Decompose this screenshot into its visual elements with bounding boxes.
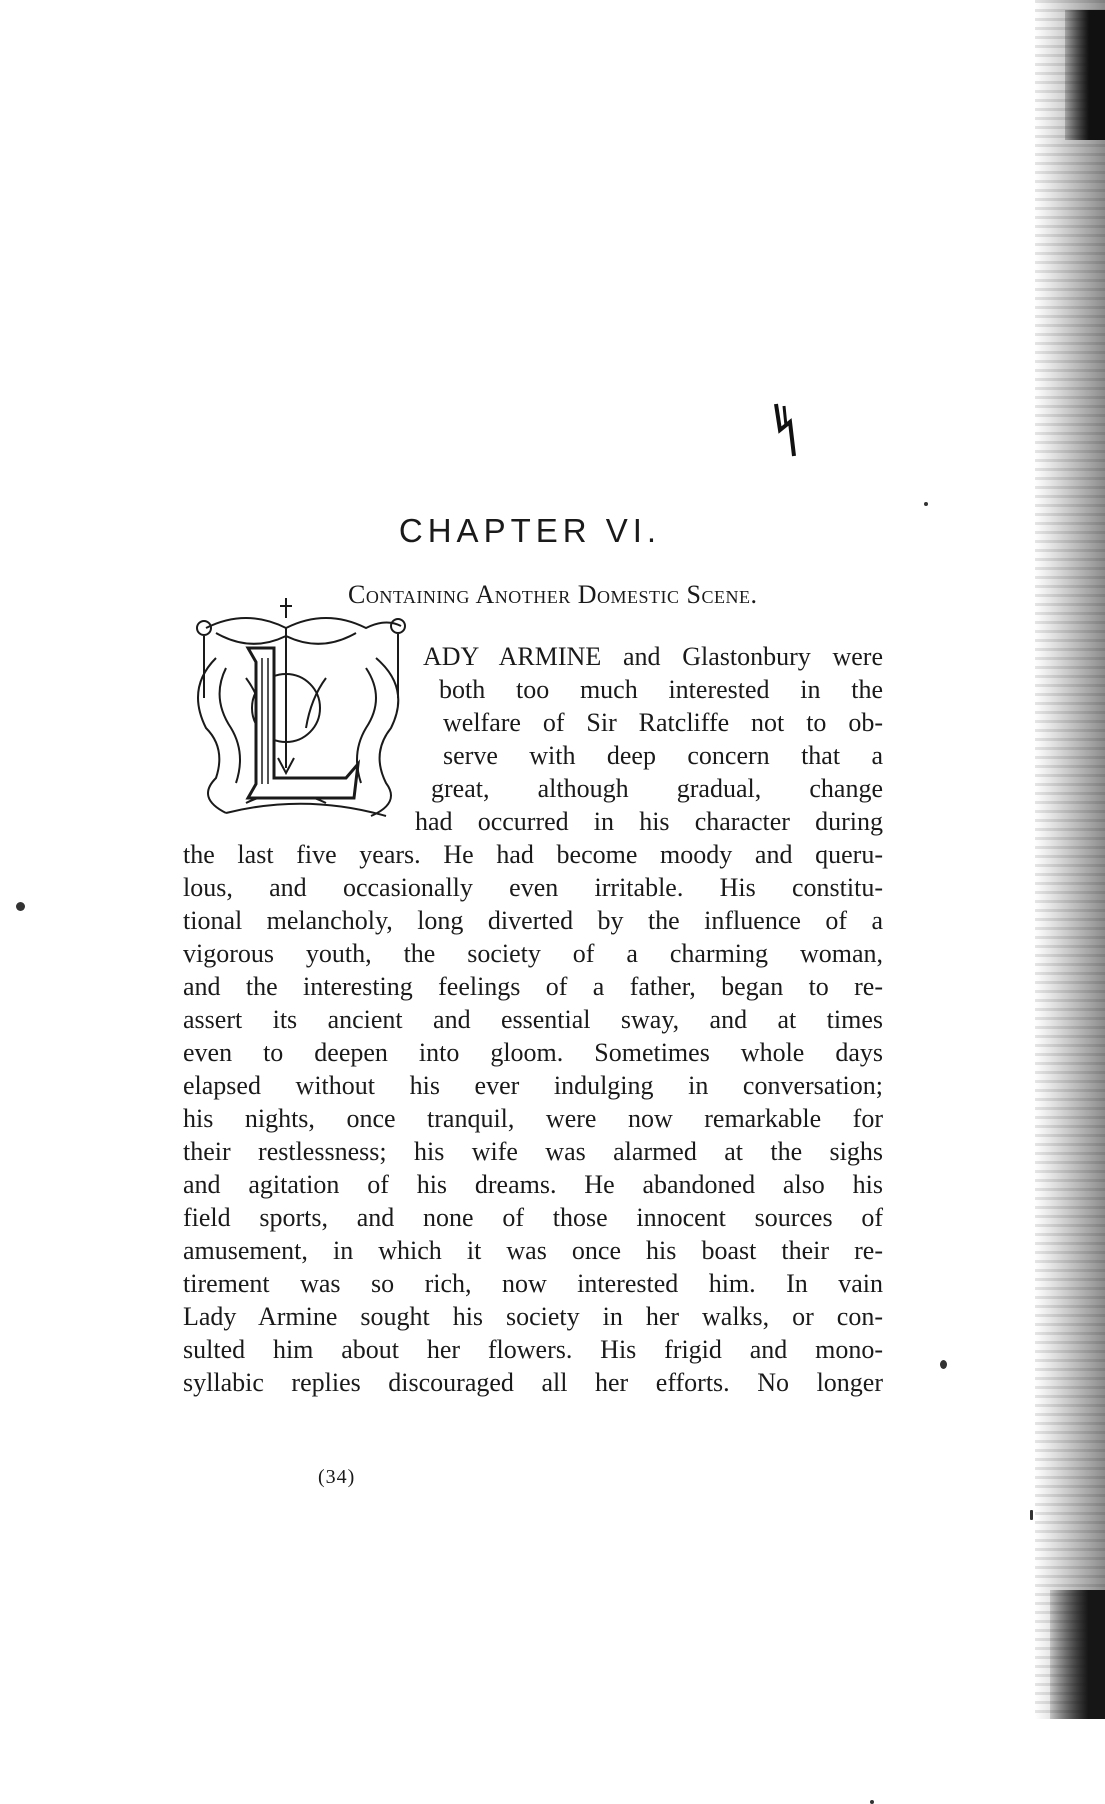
text-line: welfare of Sir Ratcliffe not to ob-	[443, 708, 883, 737]
text-line: both too much interested in the	[439, 675, 883, 704]
text-line: vigorous youth, the society of a charming woman,	[183, 939, 883, 968]
text-line: assert its ancient and essential sway, and at times	[183, 1005, 883, 1034]
text-line: and agitation of his dreams. He abandoned also his	[183, 1170, 883, 1199]
drop-cap-letter: L	[186, 588, 187, 589]
scan-speck	[16, 902, 25, 911]
text-line: tional melancholy, long diverted by the influence of a	[183, 906, 883, 935]
scan-speck	[1030, 1510, 1033, 1520]
text-line: syllabic replies discouraged all her efforts. No longer	[183, 1368, 883, 1397]
text-line: his nights, once tranquil, were now remarkable for	[183, 1104, 883, 1133]
text-line: even to deepen into gloom. Sometimes whole days	[183, 1038, 883, 1067]
text-line: sulted him about her flowers. His frigid and mono-	[183, 1335, 883, 1364]
text-line: serve with deep concern that a	[443, 741, 883, 770]
text-line: great, although gradual, change	[431, 774, 883, 803]
text-line: Lady Armine sought his society in her walks, or con-	[183, 1302, 883, 1331]
gutter-shadow-bottom	[1050, 1590, 1105, 1719]
scan-speck	[940, 1360, 947, 1369]
text-line: lous, and occasionally even irritable. His constitu-	[183, 873, 883, 902]
scan-speck	[924, 502, 928, 506]
text-line: the last five years. He had become moody and queru-	[183, 840, 883, 869]
scanned-gutter-edge	[1035, 0, 1105, 1719]
text-line: tirement was so rich, now interested him. In vain	[183, 1269, 883, 1298]
text-line: and the interesting feelings of a father, began to re-	[183, 972, 883, 1001]
gutter-shadow-top	[1065, 10, 1105, 140]
chapter-title: CHAPTER VI.	[398, 512, 662, 549]
ink-mark-icon	[770, 400, 806, 460]
scan-speck	[870, 1800, 874, 1804]
text-line: had occurred in his character during	[415, 807, 883, 836]
text-line: ADY ARMINE and Glastonbury were	[423, 642, 883, 671]
text-line: field sports, and none of those innocent sources of	[183, 1203, 883, 1232]
page-number: (34)	[318, 1466, 356, 1488]
text-line: amusement, in which it was once his boast their re-	[183, 1236, 883, 1265]
body-text	[183, 640, 883, 1399]
chapter-subtitle: Containing Another Domestic Scene.	[348, 580, 758, 609]
text-line: elapsed without his ever indulging in conversation;	[183, 1071, 883, 1100]
text-line: their restlessness; his wife was alarmed at the sighs	[183, 1137, 883, 1166]
